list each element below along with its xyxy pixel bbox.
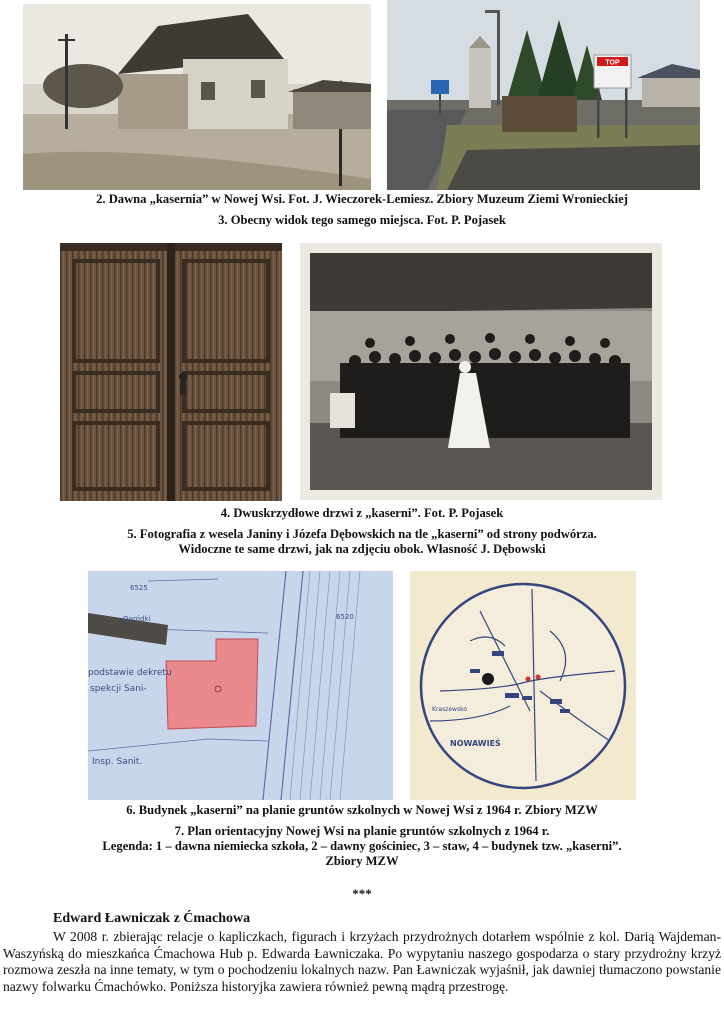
caption-5-line-1: 5. Fotografia z wesela Janiny i Józefa Dębowskich na tle „kaserni” od strony podwórza. [127,527,597,541]
caption-6: 6. Budynek „kaserni” na planie gruntów szkolnych w Nowej Wsi z 1964 r. Zbiory MZW [126,803,598,817]
plan-label-3: podstawie dekretu [88,668,172,678]
section-separator: *** [352,886,372,901]
caption-7 [0,824,724,869]
plan-label-6: 6520 [336,613,354,621]
caption-7-line-1: 7. Plan orientacyjny Nowej Wsi na planie gruntów szkolnych z 1964 r. [174,824,550,838]
plan-label-1: 6525 [130,584,148,592]
caption-7-line-2: Legenda: 1 – dawna niemiecka szkoła, 2 – dawny gościniec, 3 – staw, 4 – budynek tzw. „kaserni”. [102,839,622,853]
plan-label-5: Insp. Sanit. [92,757,143,767]
caption-2: 2. Dawna „kasernia” w Nowej Wsi. Fot. J. Wieczorek-Lemiesz. Zbiory Muzeum Ziemi Wronieckiej [96,192,628,206]
photo-old-kasernia [23,4,371,190]
photo-orientation-plan [410,571,636,800]
section-body [3,929,721,995]
caption-5 [0,527,724,557]
plan-label-4: spekcji Sani- [90,684,147,694]
photo-land-plan [88,571,393,800]
plan-road-label: Kraszewsko [432,706,468,713]
caption-5-line-2: Widoczne te same drzwi, jak na zdjęciu obok. Własność J. Dębowski [178,542,546,556]
photo-current-view [387,0,700,190]
caption-4: 4. Dwuskrzydłowe drzwi z „kaserni”. Fot. P. Pojasek [220,506,504,520]
photo-double-doors [60,243,282,501]
plan-label-2: Ogródki [123,615,151,623]
photo-wedding [300,243,662,500]
section-paragraph: W 2008 r. zbierając relacje o kapliczkach, figurach i krzyżach przydrożnych dotarłem wspólnie z kol. Darią Wajdeman-Waszyńską do mieszkańca Ćmachowa Hub p. Edwarda Ławniczaka. Po wypytaniu naszego gospodarza o stary przydrożny krzyż rozmowa zeszła na inne tematy, w tym o pochodzeniu lokalnych nazw. Pan Ławniczak wyjaśnił, jak dawniej tłumaczono powstanie nazwy folwarku Ćmachówko. Poniższa historyjka zawiera również pewną mądrą przestrogę. [3,929,721,994]
caption-3: 3. Obecny widok tego samego miejsca. Fot. P. Pojasek [218,213,506,227]
plan-village-label: NOWAWIEŚ [450,739,501,748]
sign-top-text: TOP [605,59,620,67]
section-heading: Edward Ławniczak z Ćmachowa [53,911,251,926]
caption-7-line-3: Zbiory MZW [325,854,399,868]
